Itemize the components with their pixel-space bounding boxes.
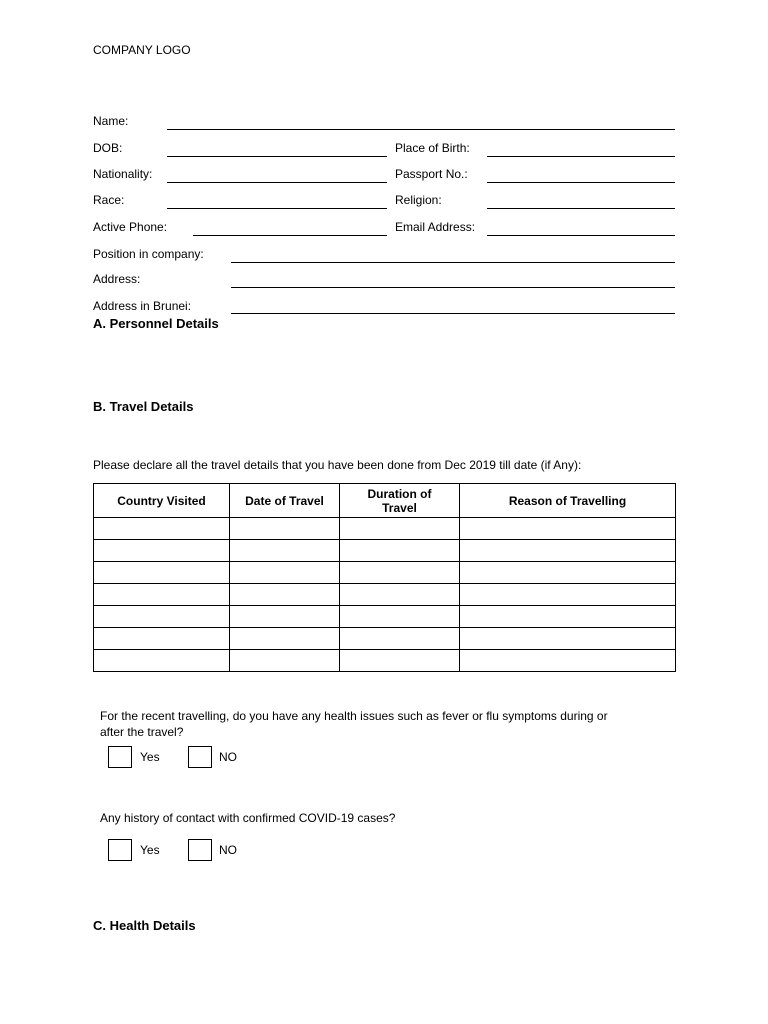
covid-yes-checkbox[interactable]: [108, 839, 132, 861]
covid-no-label: NO: [219, 843, 237, 857]
health-yes-checkbox[interactable]: [108, 746, 132, 768]
address-brunei-label: Address in Brunei:: [93, 299, 192, 313]
health-question-line2: after the travel?: [100, 725, 184, 739]
religion-label: Religion:: [395, 193, 442, 207]
table-row: [94, 584, 676, 606]
name-field[interactable]: [167, 129, 675, 130]
address-label: Address:: [93, 272, 141, 286]
table-cell[interactable]: [94, 628, 230, 650]
table-cell[interactable]: [460, 606, 676, 628]
religion-field[interactable]: [487, 208, 675, 209]
table-cell[interactable]: [340, 562, 460, 584]
table-cell[interactable]: [340, 606, 460, 628]
table-cell[interactable]: [460, 562, 676, 584]
table-cell[interactable]: [230, 606, 340, 628]
table-row: [94, 628, 676, 650]
active-phone-label: Active Phone:: [93, 220, 168, 234]
health-no-checkbox[interactable]: [188, 746, 212, 768]
section-a-title: A. Personnel Details: [93, 316, 219, 331]
column-header: Reason of Travelling: [460, 484, 676, 518]
email-field[interactable]: [487, 235, 675, 236]
place-of-birth-field[interactable]: [487, 156, 675, 157]
health-no-label: NO: [219, 750, 237, 764]
table-cell[interactable]: [230, 562, 340, 584]
column-header: Date of Travel: [230, 484, 340, 518]
table-row: [94, 518, 676, 540]
race-field[interactable]: [167, 208, 387, 209]
column-header: Country Visited: [94, 484, 230, 518]
health-question-line1: For the recent travelling, do you have any health issues such as fever or flu symptoms during or: [100, 709, 608, 723]
travel-table: [93, 483, 676, 672]
table-row: [94, 606, 676, 628]
table-row: [94, 562, 676, 584]
active-phone-field[interactable]: [193, 235, 387, 236]
column-header: Duration of Travel: [340, 484, 460, 518]
covid-yes-label: Yes: [140, 843, 160, 857]
table-cell[interactable]: [340, 518, 460, 540]
table-cell[interactable]: [94, 518, 230, 540]
nationality-label: Nationality:: [93, 167, 153, 181]
dob-field[interactable]: [167, 156, 387, 157]
table-cell[interactable]: [460, 540, 676, 562]
table-row: [94, 540, 676, 562]
company-logo: COMPANY LOGO: [93, 43, 191, 57]
table-cell[interactable]: [230, 518, 340, 540]
table-cell[interactable]: [230, 540, 340, 562]
table-cell[interactable]: [340, 540, 460, 562]
table-cell[interactable]: [94, 562, 230, 584]
address-brunei-field[interactable]: [231, 313, 675, 314]
table-cell[interactable]: [94, 606, 230, 628]
table-cell[interactable]: [340, 650, 460, 672]
dob-label: DOB:: [93, 141, 123, 155]
race-label: Race:: [93, 193, 125, 207]
email-label: Email Address:: [395, 220, 476, 234]
health-yes-label: Yes: [140, 750, 160, 764]
table-cell[interactable]: [460, 584, 676, 606]
name-label: Name:: [93, 114, 129, 128]
section-b-title: B. Travel Details: [93, 399, 194, 414]
position-label: Position in company:: [93, 247, 204, 261]
nationality-field[interactable]: [167, 182, 387, 183]
table-cell[interactable]: [460, 628, 676, 650]
covid-contact-question: Any history of contact with confirmed COVID-19 cases?: [100, 811, 396, 825]
travel-table-header: [94, 484, 676, 518]
table-cell[interactable]: [460, 518, 676, 540]
position-field[interactable]: [231, 262, 675, 263]
table-cell[interactable]: [340, 584, 460, 606]
passport-label: Passport No.:: [395, 167, 468, 181]
address-field[interactable]: [231, 287, 675, 288]
table-row: [94, 650, 676, 672]
section-c-title: C. Health Details: [93, 918, 196, 933]
table-cell[interactable]: [230, 650, 340, 672]
table-cell[interactable]: [94, 540, 230, 562]
place-of-birth-label: Place of Birth:: [395, 141, 470, 155]
table-cell[interactable]: [94, 650, 230, 672]
passport-field[interactable]: [487, 182, 675, 183]
travel-instruction: Please declare all the travel details that you have been done from Dec 2019 till date (if Any):: [93, 458, 582, 472]
table-cell[interactable]: [460, 650, 676, 672]
table-cell[interactable]: [94, 584, 230, 606]
table-cell[interactable]: [340, 628, 460, 650]
covid-no-checkbox[interactable]: [188, 839, 212, 861]
table-cell[interactable]: [230, 628, 340, 650]
table-cell[interactable]: [230, 584, 340, 606]
